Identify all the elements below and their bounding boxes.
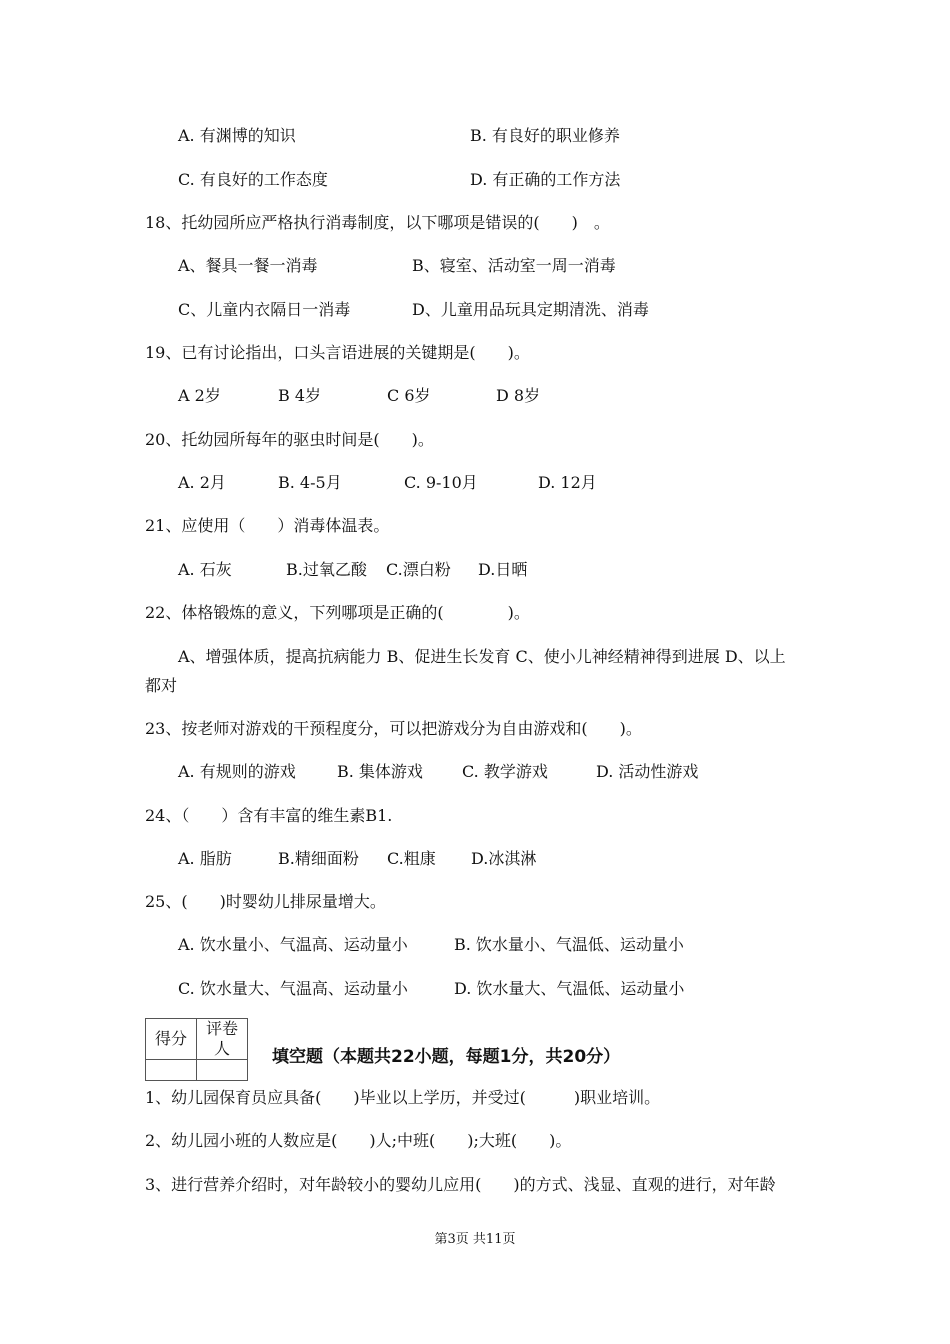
q17-option-a: A. 有渊博的知识: [178, 126, 296, 145]
section-title: 填空题（本题共22小题，每题1分，共20分）: [272, 1047, 621, 1067]
q25-option-c: C. 饮水量大、气温高、运动量小: [178, 979, 408, 998]
q18-option-b: B、寝室、活动室一周一消毒: [412, 256, 616, 275]
fill-question-3: 3、进行营养介绍时，对年龄较小的婴幼儿应用( )的方式、浅显、直观的进行，对年龄: [145, 1175, 776, 1194]
q18-option-a: A、餐具一餐一消毒: [178, 256, 318, 275]
q19-option-b: B 4岁: [278, 386, 322, 405]
q19-option-a: A 2岁: [178, 386, 221, 405]
q20-option-d: D. 12月: [538, 473, 597, 492]
q23-option-d: D. 活动性游戏: [596, 762, 699, 781]
grader-cell[interactable]: [197, 1060, 248, 1081]
q21-option-b: B.过氧乙酸: [286, 560, 367, 579]
q24-option-a: A. 脂肪: [178, 849, 232, 868]
q23-option-c: C. 教学游戏: [462, 762, 548, 781]
fill-question-1: 1、幼儿园保育员应具备( )毕业以上学历，并受过( )职业培训。: [145, 1088, 661, 1107]
q17-option-d: D. 有正确的工作方法: [470, 170, 621, 189]
q20-option-b: B. 4-5月: [278, 473, 342, 492]
q19-stem: 19、已有讨论指出，口头言语进展的关键期是( )。: [145, 343, 530, 362]
q24-option-b: B.精细面粉: [278, 849, 359, 868]
q22-options-line2: 都对: [145, 676, 178, 695]
q21-option-a: A. 石灰: [178, 560, 232, 579]
q20-stem: 20、托幼园所每年的驱虫时间是( )。: [145, 430, 434, 449]
q20-option-a: A. 2月: [178, 473, 226, 492]
q21-stem: 21、应使用（ ）消毒体温表。: [145, 516, 390, 535]
score-label: 得分: [146, 1019, 197, 1060]
q25-option-a: A. 饮水量小、气温高、运动量小: [178, 935, 408, 954]
score-table: [145, 1018, 248, 1081]
q19-option-d: D 8岁: [496, 386, 541, 405]
q23-option-a: A. 有规则的游戏: [178, 762, 296, 781]
q21-option-c: C.漂白粉: [386, 560, 451, 579]
q24-option-d: D.冰淇淋: [471, 849, 537, 868]
q18-stem: 18、托幼园所应严格执行消毒制度，以下哪项是错误的( ) 。: [145, 213, 610, 232]
page-footer: 第3页 共11页: [434, 1232, 516, 1247]
grader-label: 评卷人: [197, 1019, 248, 1060]
q22-options-line1: A、增强体质，提高抗病能力 B、促进生长发育 C、使小儿神经精神得到进展 D、以上: [178, 647, 786, 666]
q17-option-b: B. 有良好的职业修养: [470, 126, 620, 145]
q25-option-b: B. 饮水量小、气温低、运动量小: [454, 935, 684, 954]
q21-option-d: D.日晒: [478, 560, 528, 579]
q18-option-c: C、儿童内衣隔日一消毒: [178, 300, 351, 319]
q24-option-c: C.粗康: [387, 849, 436, 868]
q20-option-c: C. 9-10月: [404, 473, 478, 492]
q23-option-b: B. 集体游戏: [337, 762, 423, 781]
q17-option-c: C. 有良好的工作态度: [178, 170, 328, 189]
q24-stem: 24、（ ）含有丰富的维生素B1.: [145, 806, 393, 825]
q25-stem: 25、( )时婴幼儿排尿量增大。: [145, 892, 386, 911]
fill-question-2: 2、幼儿园小班的人数应是( )人;中班( );大班( )。: [145, 1131, 572, 1150]
q22-stem: 22、体格锻炼的意义，下列哪项是正确的( )。: [145, 603, 530, 622]
q25-option-d: D. 饮水量大、气温低、运动量小: [454, 979, 685, 998]
q19-option-c: C 6岁: [387, 386, 431, 405]
score-cell[interactable]: [146, 1060, 197, 1081]
q23-stem: 23、按老师对游戏的干预程度分，可以把游戏分为自由游戏和( )。: [145, 719, 642, 738]
q18-option-d: D、儿童用品玩具定期清洗、消毒: [412, 300, 649, 319]
